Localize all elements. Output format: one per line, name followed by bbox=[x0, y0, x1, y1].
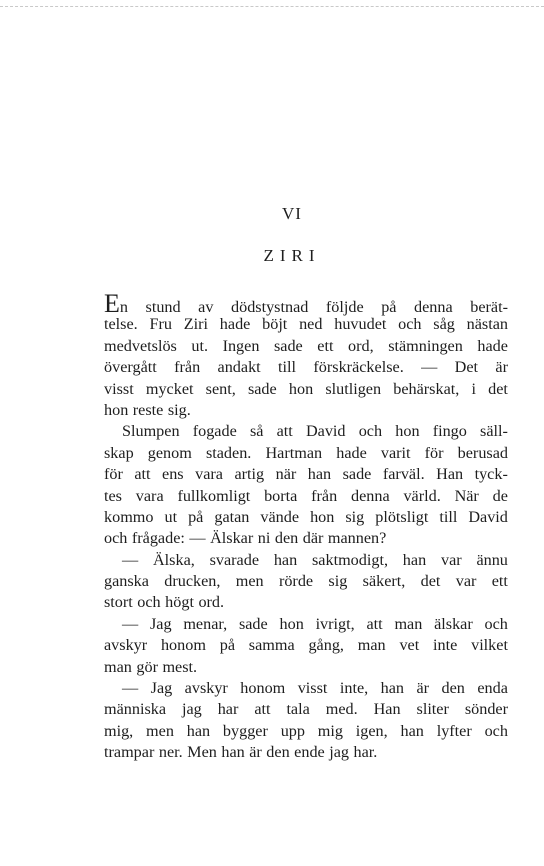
word: hon bbox=[395, 422, 420, 441]
word-rest: n bbox=[119, 298, 128, 316]
word: Men bbox=[187, 743, 217, 762]
word: sent, bbox=[205, 379, 236, 398]
word: Slumpen bbox=[122, 422, 180, 441]
word: de bbox=[492, 486, 508, 505]
word: följde bbox=[325, 298, 364, 316]
text-line bbox=[104, 550, 508, 571]
word: sade bbox=[342, 465, 372, 484]
word: När bbox=[454, 486, 479, 505]
word: visst bbox=[297, 679, 328, 698]
text-line bbox=[104, 699, 508, 720]
text-line bbox=[104, 336, 508, 357]
word: genom bbox=[147, 443, 192, 462]
word: borta bbox=[264, 486, 298, 505]
word: rörde bbox=[278, 572, 314, 591]
word: David bbox=[305, 422, 346, 441]
word: hade bbox=[219, 315, 251, 334]
word: att bbox=[276, 422, 293, 441]
word: och bbox=[484, 614, 508, 633]
word: ni bbox=[257, 529, 271, 548]
word: — bbox=[122, 550, 139, 569]
word: Jag bbox=[149, 614, 172, 633]
word: han bbox=[400, 721, 424, 740]
word: övergått bbox=[104, 358, 157, 377]
word: hon bbox=[288, 379, 314, 398]
word: — bbox=[122, 614, 139, 633]
word: behärskat, bbox=[393, 379, 460, 398]
text-line bbox=[104, 400, 508, 421]
word: det bbox=[488, 379, 508, 398]
word: ett bbox=[317, 336, 334, 355]
word: för bbox=[424, 443, 444, 462]
word: vände bbox=[260, 507, 300, 526]
word: jag bbox=[181, 700, 202, 719]
word: sig bbox=[328, 572, 348, 591]
word: mest. bbox=[162, 657, 198, 676]
word: på bbox=[188, 507, 204, 526]
word: avskyr bbox=[184, 679, 228, 698]
word: Ziri bbox=[183, 315, 209, 334]
word: telse. bbox=[104, 315, 138, 334]
text-line bbox=[104, 657, 508, 678]
word: och bbox=[104, 529, 128, 548]
word: man bbox=[104, 657, 132, 676]
word: stämningen bbox=[388, 336, 463, 355]
word: — bbox=[421, 358, 438, 377]
word: frågade: bbox=[131, 529, 185, 548]
word: hon bbox=[310, 507, 335, 526]
word: enda bbox=[477, 679, 508, 698]
word: på bbox=[381, 298, 397, 316]
text-line bbox=[104, 571, 508, 592]
word: Fru bbox=[149, 315, 172, 334]
word: vilket bbox=[471, 636, 508, 655]
text-line bbox=[104, 486, 508, 507]
word: fullkomligt bbox=[177, 486, 251, 505]
word: det bbox=[420, 572, 441, 591]
word: mig bbox=[317, 721, 343, 740]
word: Älskar bbox=[210, 529, 254, 548]
word: upp bbox=[280, 721, 305, 740]
word: mycket bbox=[145, 379, 194, 398]
word: har. bbox=[353, 743, 378, 762]
word: berät- bbox=[470, 298, 508, 316]
word: hade bbox=[477, 336, 508, 355]
word: inte, bbox=[339, 679, 369, 698]
word: vet bbox=[399, 636, 420, 655]
word: där bbox=[302, 529, 324, 548]
word: och bbox=[398, 315, 422, 334]
word: förskräckelse. bbox=[313, 358, 404, 377]
word: fogade bbox=[192, 422, 237, 441]
word: David bbox=[468, 507, 508, 526]
word: inte bbox=[433, 636, 458, 655]
word: tala bbox=[286, 700, 310, 719]
word: han bbox=[221, 743, 245, 762]
text-line bbox=[104, 592, 508, 613]
word: älskar bbox=[434, 614, 473, 633]
word: Älska, bbox=[152, 550, 195, 569]
word: slutligen bbox=[325, 379, 382, 398]
word: andakt bbox=[217, 358, 261, 377]
word: i bbox=[471, 379, 476, 398]
text-line bbox=[104, 357, 508, 378]
word: ut bbox=[164, 507, 178, 526]
word: trampar bbox=[104, 743, 155, 762]
word: av bbox=[198, 298, 214, 316]
word: från bbox=[174, 358, 201, 377]
word: ord, bbox=[348, 336, 374, 355]
word: hon bbox=[104, 400, 129, 419]
word: och bbox=[137, 593, 161, 612]
word: och bbox=[484, 721, 508, 740]
word: att bbox=[134, 465, 151, 484]
text-line bbox=[104, 443, 508, 464]
word: han bbox=[307, 465, 332, 484]
word: att bbox=[366, 614, 383, 633]
word: ganska bbox=[104, 572, 149, 591]
word: reste bbox=[132, 400, 164, 419]
word: varit bbox=[380, 443, 411, 462]
word: han bbox=[402, 550, 427, 569]
word: och bbox=[358, 422, 383, 441]
word: var bbox=[455, 572, 477, 591]
word: till bbox=[278, 358, 297, 377]
word: gör bbox=[136, 657, 158, 676]
word: ord. bbox=[198, 593, 225, 612]
word: är bbox=[249, 743, 262, 762]
word: han bbox=[186, 721, 211, 740]
word: vara bbox=[135, 486, 164, 505]
word: mannen? bbox=[327, 529, 387, 548]
chapter-body-text bbox=[104, 289, 508, 764]
word: Jag bbox=[150, 679, 173, 698]
word: drucken, bbox=[164, 572, 221, 591]
word: sade bbox=[273, 336, 303, 355]
word: på bbox=[219, 636, 235, 655]
word: är bbox=[495, 358, 508, 377]
word: plötsligt bbox=[375, 507, 429, 526]
word: Han bbox=[373, 700, 401, 719]
word: gatan bbox=[214, 507, 250, 526]
text-line bbox=[104, 614, 508, 635]
word: tyck- bbox=[474, 465, 508, 484]
word: säkert, bbox=[362, 572, 406, 591]
word: han bbox=[273, 550, 298, 569]
word: staden. bbox=[205, 443, 252, 462]
word: Han bbox=[436, 465, 464, 484]
word: gång, bbox=[308, 636, 344, 655]
word: huvudet bbox=[334, 315, 387, 334]
word: vara bbox=[195, 465, 223, 484]
word: men bbox=[146, 721, 174, 740]
text-line bbox=[104, 289, 508, 318]
word: farväl. bbox=[382, 465, 425, 484]
text-line bbox=[104, 379, 508, 400]
word: ivrigt, bbox=[315, 614, 355, 633]
word: böjt bbox=[262, 315, 288, 334]
word: man bbox=[394, 614, 423, 633]
word: för bbox=[104, 465, 123, 484]
chapter-title: ZIRI bbox=[263, 246, 321, 265]
word: den bbox=[274, 529, 299, 548]
word: lyfter bbox=[436, 721, 472, 740]
word: sig. bbox=[167, 400, 191, 419]
word: — bbox=[122, 679, 139, 698]
word: samma bbox=[248, 636, 295, 655]
word: ett bbox=[491, 572, 508, 591]
word: skap bbox=[104, 443, 134, 462]
word: kommo bbox=[104, 507, 154, 526]
word: med. bbox=[325, 700, 358, 719]
text-line bbox=[104, 721, 508, 742]
word: ned bbox=[299, 315, 323, 334]
word: honom bbox=[160, 636, 206, 655]
text-line bbox=[104, 635, 508, 656]
text-line bbox=[104, 528, 508, 549]
word: ut. bbox=[191, 336, 209, 355]
word: sig bbox=[345, 507, 365, 526]
word: medvetslös bbox=[104, 336, 177, 355]
word: hon bbox=[279, 614, 304, 633]
word: sönder bbox=[464, 700, 508, 719]
word: så bbox=[249, 422, 264, 441]
word: sliter bbox=[416, 700, 449, 719]
word: Det bbox=[454, 358, 479, 377]
word: nästan bbox=[466, 315, 508, 334]
word: igen, bbox=[355, 721, 388, 740]
drop-cap-letter: E bbox=[104, 289, 120, 318]
word: värld. bbox=[403, 486, 441, 505]
word: till bbox=[439, 507, 458, 526]
word: mig, bbox=[104, 721, 134, 740]
word: fingo bbox=[432, 422, 467, 441]
word: högt bbox=[165, 593, 194, 612]
word: ännu bbox=[476, 550, 508, 569]
word: avskyr bbox=[104, 636, 148, 655]
word: berusad bbox=[457, 443, 508, 462]
word: är bbox=[416, 679, 430, 698]
word: såg bbox=[433, 315, 455, 334]
word: att bbox=[254, 700, 271, 719]
word: sade bbox=[247, 379, 277, 398]
word: jag bbox=[329, 743, 350, 762]
word: Hartman bbox=[265, 443, 323, 462]
word: denna bbox=[414, 298, 453, 316]
page-top-edge-rule bbox=[0, 6, 544, 7]
word: Ingen bbox=[222, 336, 260, 355]
text-line bbox=[104, 507, 508, 528]
word: saktmodigt, bbox=[312, 550, 388, 569]
word: ner. bbox=[158, 743, 183, 762]
word: när bbox=[275, 465, 297, 484]
chapter-number: VI bbox=[282, 204, 302, 223]
word: bygger bbox=[222, 721, 268, 740]
word: — bbox=[189, 529, 206, 548]
word: har bbox=[217, 700, 239, 719]
text-line bbox=[104, 421, 508, 442]
word: den bbox=[441, 679, 465, 698]
word: svarade bbox=[209, 550, 260, 569]
word: den bbox=[266, 743, 290, 762]
word: visst bbox=[104, 379, 134, 398]
word: man bbox=[357, 636, 386, 655]
word: artig bbox=[234, 465, 265, 484]
word: stort bbox=[104, 593, 133, 612]
text-line bbox=[104, 678, 508, 699]
word: tes bbox=[104, 486, 122, 505]
word: från bbox=[311, 486, 338, 505]
word: stund bbox=[145, 298, 181, 316]
word: hade bbox=[336, 443, 367, 462]
word: denna bbox=[351, 486, 390, 505]
word: människa bbox=[104, 700, 167, 719]
text-line bbox=[104, 464, 508, 485]
word: men bbox=[235, 572, 264, 591]
word: säll- bbox=[480, 422, 508, 441]
word: honom bbox=[240, 679, 286, 698]
word: var bbox=[440, 550, 462, 569]
word: ende bbox=[294, 743, 325, 762]
word: han bbox=[380, 679, 405, 698]
word: menar, bbox=[183, 614, 228, 633]
text-line bbox=[104, 314, 508, 335]
text-line bbox=[104, 742, 508, 763]
word: dödstystnad bbox=[231, 298, 309, 316]
word: sade bbox=[238, 614, 268, 633]
word: ens bbox=[162, 465, 184, 484]
